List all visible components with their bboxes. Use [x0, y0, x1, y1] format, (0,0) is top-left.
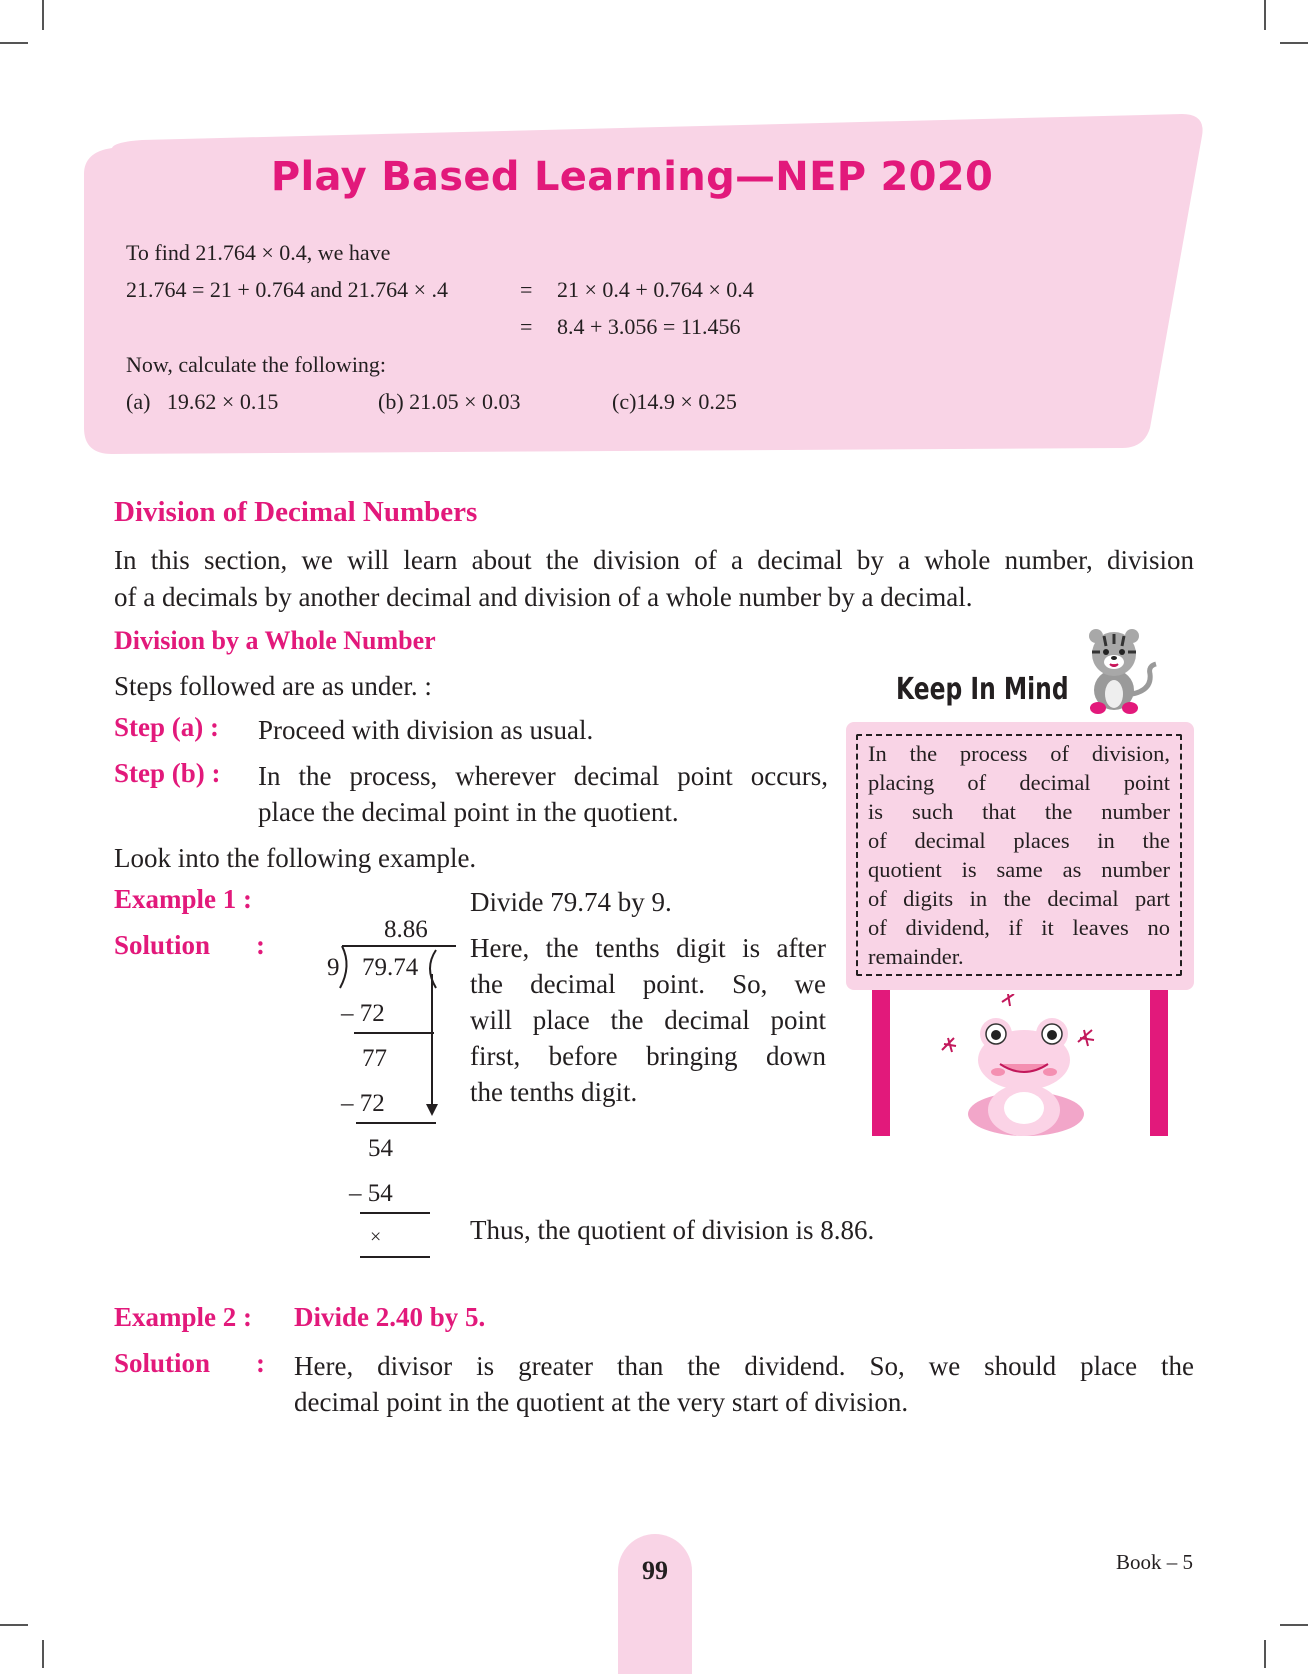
- example1-solution-label: Solution: [114, 930, 211, 960]
- section-heading: Division of Decimal Numbers: [114, 496, 478, 528]
- keep-in-mind-line: placing of decimal point: [868, 770, 1170, 795]
- keep-in-mind-line: remainder.: [868, 944, 964, 969]
- example2-solution-label: Solution: [114, 1348, 211, 1378]
- crop-mark: [0, 1624, 28, 1626]
- example1-explanation-line: first, before bringing down: [470, 1041, 826, 1071]
- division-rule: [354, 1032, 434, 1034]
- division-final: ×: [370, 1226, 382, 1248]
- crop-mark: [0, 42, 28, 44]
- crop-mark: [1280, 1624, 1308, 1626]
- panel-line2-right: 8.4 + 3.056 = 11.456: [557, 314, 741, 339]
- division-sub2: – 72: [341, 1090, 385, 1117]
- example1-conclusion: Thus, the quotient of division is 8.86.: [470, 1215, 875, 1245]
- division-divisor: 9: [327, 954, 340, 981]
- tiger-cub-icon: [1076, 624, 1162, 716]
- section-intro-line2: of a decimals by another decimal and division of a whole number by a decimal.: [114, 582, 973, 612]
- panel-line1-right: 21 × 0.4 + 0.764 × 0.4: [557, 277, 754, 302]
- keep-in-mind-line: of digits in the decimal part: [868, 886, 1170, 911]
- frog-icon: [930, 994, 1106, 1150]
- panel-item-b: (b) 21.05 × 0.03: [378, 389, 521, 414]
- example1-explanation-line: will place the decimal point: [470, 1005, 826, 1035]
- example1-question: Divide 79.74 by 9.: [470, 887, 672, 917]
- division-dividend: 79.74: [362, 954, 419, 981]
- step-a-text: Proceed with division as usual.: [258, 715, 594, 745]
- keep-in-mind-line: of dividend, if it leaves no: [868, 915, 1170, 940]
- example2-solution-colon: :: [256, 1348, 265, 1378]
- example2-line1: Here, divisor is greater than the dividend. So, we should place the: [294, 1351, 1194, 1381]
- step-b-label: Step (b) :: [114, 758, 221, 788]
- example2-question: Divide 2.40 by 5.: [294, 1302, 486, 1332]
- division-sub3: – 54: [349, 1180, 393, 1207]
- panel-item-a: (a) 19.62 × 0.15: [126, 389, 279, 414]
- example2-label: Example 2 :: [114, 1302, 252, 1332]
- keep-in-mind-line: quotient is same as number: [868, 857, 1170, 882]
- example1-explanation-line: Here, the tenths digit is after: [470, 933, 826, 963]
- keep-in-mind-line: is such that the number: [868, 799, 1170, 824]
- crop-mark: [1280, 42, 1308, 44]
- division-rem2: 54: [368, 1135, 393, 1162]
- division-quotient: 8.86: [384, 916, 428, 943]
- division-rule: [360, 1212, 430, 1214]
- keep-in-mind-line: of decimal places in the: [868, 828, 1170, 853]
- page-number-tab: [618, 1534, 692, 1674]
- sign-post-left: [872, 990, 890, 1136]
- look-text: Look into the following example.: [114, 843, 477, 873]
- panel-title: Play Based Learning—NEP 2020: [270, 154, 994, 200]
- panel-equals-2: =: [520, 314, 533, 339]
- division-rem1: 77: [362, 1045, 387, 1072]
- panel-item-c: (c)14.9 × 0.25: [612, 389, 737, 414]
- example1-explanation-line: the decimal point. So, we: [470, 969, 826, 999]
- step-a-label: Step (a) :: [114, 712, 219, 742]
- subheading: Division by a Whole Number: [114, 626, 436, 655]
- keep-in-mind-title: Keep In Mind: [896, 672, 1069, 707]
- step-b-line1: In the process, wherever decimal point occurs,: [258, 761, 828, 791]
- panel-equals-1: =: [520, 277, 533, 302]
- crop-mark: [1264, 1640, 1266, 1668]
- play-based-learning-panel: [82, 112, 1206, 456]
- example2-line2: decimal point in the quotient at the very start of division.: [294, 1387, 909, 1417]
- page-number: 99: [642, 1556, 668, 1585]
- division-rule: [360, 1256, 430, 1258]
- example1-label: Example 1 :: [114, 884, 252, 914]
- steps-intro: Steps followed are as under. :: [114, 671, 432, 701]
- step-b-line2: place the decimal point in the quotient.: [258, 797, 679, 827]
- division-sub1: – 72: [341, 1000, 385, 1027]
- crop-mark: [42, 1640, 44, 1668]
- keep-in-mind-line: In the process of division,: [868, 741, 1170, 766]
- crop-mark: [42, 0, 44, 30]
- book-label: Book – 5: [1116, 1550, 1194, 1574]
- sign-post-right: [1150, 990, 1168, 1136]
- example1-solution-colon: :: [256, 930, 265, 960]
- example1-explanation-line: the tenths digit.: [470, 1077, 638, 1107]
- panel-intro: To find 21.764 × 0.4, we have: [126, 240, 391, 265]
- section-intro-line1: In this section, we will learn about the division of a decimal by a whole number, division: [114, 545, 1194, 575]
- panel-prompt: Now, calculate the following:: [126, 352, 387, 377]
- crop-mark: [1264, 0, 1266, 30]
- division-rule: [356, 1122, 436, 1124]
- panel-line1-left: 21.764 = 21 + 0.764 and 21.764 × .4: [126, 277, 448, 302]
